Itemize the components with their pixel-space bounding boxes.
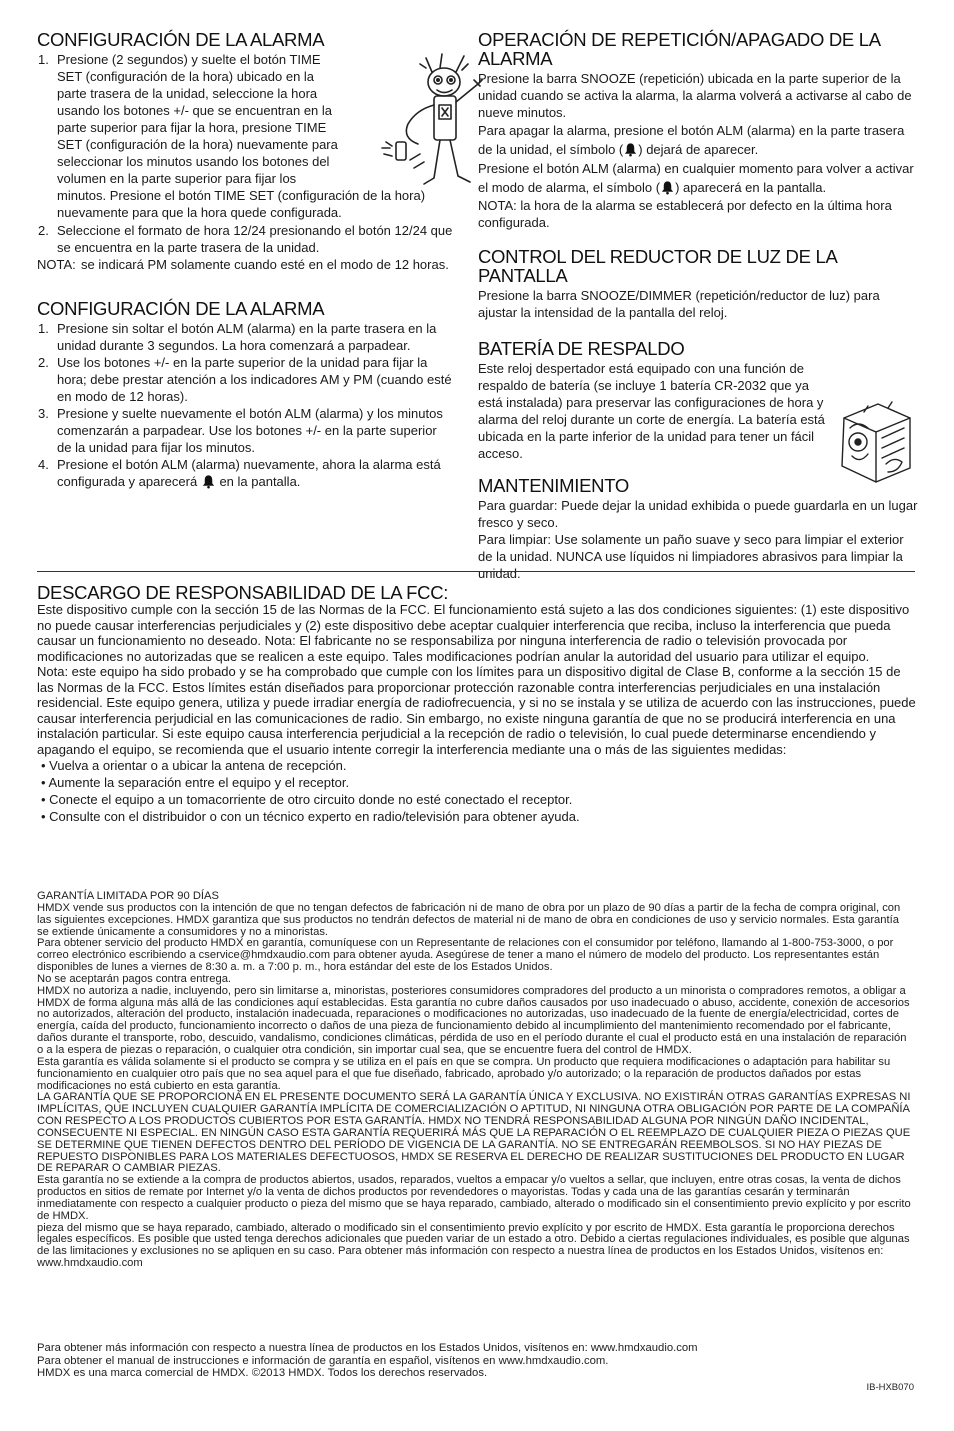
list-item: • Vuelva a orientar o a ubicar la antena de recepción.: [41, 758, 347, 773]
document-code: IB-HXB070: [866, 1382, 914, 1393]
alarm-setup-title-1: CONFIGURACIÓN DE LA ALARMA: [37, 29, 325, 50]
fcc-p1: Este dispositivo cumple con la sección 15 de las Normas de la FCC. El funcionamiento está sujeto a las dos condiciones siguientes: (1) este dispositivo no puede causar interferencias perjudiciales y (2) este dispositivo debe aceptar cualquier interferencia que reciba, incluso la interferencia que pueda causar un funcionamiento no deseado. Nota: El fabricante no se responsabiliza por ninguna interferencia de radio o televisión provocada por modificaciones no autorizadas que se realicen a este equipo. Tales modificaciones podrían anular la autoridad del usuario para utilizar el equipo.: [37, 602, 910, 664]
maintenance-title: MANTENIMIENTO: [478, 475, 629, 496]
list-item: 2. Seleccione el formato de hora 12/24 presionando el botón 12/24 que se encuentra en la parte trasera de la unidad.: [38, 223, 453, 255]
step-text: Presione (2 segundos) y suelte el botón TIME SET (configuración de la hora) ubicado en la parte trasera de la unidad, seleccione la hora usando los botones +/- que se encuentran en la parte superior para fijar la hora, presione TIME SET (configuración de la hora) nuevamente para seleccionar los minutos usando los botones del volumen en la parte superior para fijar los minutos. Presione el botón TIME SET (configuración de la hora) nuevamente para que la hora quede configurada.: [57, 52, 426, 220]
section-divider: [37, 571, 915, 572]
step-text: Presione y suelte nuevamente el botón ALM (alarma) y los minutos comenzarán a parpadear. Use los botones +/- en la parte superior de la unidad para fijar los minutos.: [57, 406, 443, 455]
warranty-paragraph: Esta garantía es válida solamente si el producto se compra y se utiliza en el país en que se compra. Un producto que requiera modificaciones o adaptación para habilitar su funcionamiento en cualquier otro país que no sea aquel para el que fue diseñado, fabricado, aprobado y/o autorizado; o la reparación de productos dañados por estas modificaciones no está cubierto en esta garantía.: [37, 1055, 891, 1092]
warranty-paragraph: No se aceptarán pagos contra entrega.: [37, 972, 232, 985]
footer-line: HMDX es una marca comercial de HMDX. ©2013 HMDX. Todos los derechos reservados.: [37, 1367, 488, 1380]
snooze-p1: Presione la barra SNOOZE (repetición) ubicada en la parte superior de la unidad cuando se activa la alarma, la alarma volverá a activarse al cabo de nueve minutos.: [478, 71, 912, 120]
bell-icon: [623, 142, 638, 157]
warranty-title: GARANTÍA LIMITADA POR 90 DÍAS: [37, 890, 219, 902]
list-item: 3. Presione y suelte nuevamente el botón ALM (alarma) y los minutos comenzarán a parpadear. Use los botones +/- en la parte superior de la unidad para fijar los minutos.: [38, 406, 443, 455]
dimmer-p1: Presione la barra SNOOZE/DIMMER (repetición/reductor de luz) para ajustar la intensidad de la pantalla del reloj.: [478, 288, 880, 320]
alarm-setup-title-2: CONFIGURACIÓN DE LA ALARMA: [37, 298, 325, 319]
warranty-paragraph: Para obtener servicio del producto HMDX en garantía, comuníquese con un Representante de relaciones con el consumidor por teléfono, llamando al 1-800-753-3000, o por correo electrónico escribiendo a cservice@hmdxaudio.com para obtener ayuda. Asegúrese de tener a mano el número de modelo del producto. Los representantes están disponibles de lunes a viernes de 8:30 a. m. a 7:00 p. m., hora estándar del este de los Estados Unidos.: [37, 937, 894, 974]
step-text: Presione el botón ALM (alarma) nuevamente, ahora la alarma está configurada y aparecerá: [57, 457, 441, 489]
dimmer-title: CONTROL DEL REDUCTOR DE LUZ DE LA PANTALLA: [478, 246, 837, 286]
list-item: 2. Use los botones +/- en la parte superior de la unidad para fijar la hora; debe prestar atención a los indicadores AM y PM (cuando esté en modo de 12 horas).: [38, 355, 452, 404]
battery-title: BATERÍA DE RESPALDO: [478, 338, 685, 359]
fcc-disclaimer: [37, 583, 917, 825]
robot-clock-illustration: [374, 50, 486, 200]
list-item: 1. Presione sin soltar el botón ALM (alarma) en la parte trasera en la unidad durante 3 segundos. La hora comenzará a parpadear.: [38, 321, 437, 353]
fcc-title: DESCARGO DE RESPONSABILIDAD DE LA FCC:: [37, 582, 449, 603]
left-column: [37, 30, 454, 490]
step-text-end: en la pantalla.: [219, 474, 301, 489]
footer-line: Para obtener el manual de instrucciones e información de garantía en español, visítenos en www.hmdxaudio.com.: [37, 1354, 609, 1367]
bell-icon: [660, 180, 675, 195]
limited-warranty: [37, 891, 913, 1270]
snooze-note: NOTA: la hora de la alarma se establecerá por defecto en la última hora configurada.: [478, 198, 892, 230]
step-text: Presione sin soltar el botón ALM (alarma) en la parte trasera en la unidad durante 3 segundos. La hora comenzará a parpadear.: [57, 321, 437, 353]
maintenance-p2: Para limpiar: Use solamente un paño suave y seco para limpiar el exterior de la unidad. NUNCA use líquidos ni limpiadores abrasivos para limpiar la unidad.: [478, 532, 904, 581]
right-column: [478, 30, 920, 582]
bell-icon: [201, 474, 216, 489]
footer-line: Para obtener más información con respecto a nuestra línea de productos en los Estados Unidos, visítenos en: www.hmdxaudio.com: [37, 1342, 698, 1354]
alarm-setup-steps-2: [37, 320, 454, 490]
warranty-paragraph: HMDX no autoriza a nadie, incluyendo, pero sin limitarse a, minoristas, posteriores consumidores compradores del producto a un minorista o compradores remotos, a obligar a HMDX de forma alguna más allá de las condiciones aquí establecidas. Esta garantía no cubre daños causados por uso inadecuado o abuso, accidente, conexión de accesorios no autorizados, alteración del producto, instalación inadecuada, reparaciones o modificaciones no autorizadas, uso inadecuado de la fuente de energía/electricidad, cortes de energía, caída del producto, funcionamiento incorrecto o daños de una pieza de funcionamiento debido al incumplimiento del mantenimiento recomendado por el fabricante, daños durante el transporte, robo, descuido, vandalismo, condiciones climáticas, pérdida de uso en el período durante el cual el producto está en una instalación de reparación o a la espera de piezas o reparación, o cualquier otra condición, sin importar cual sea, que se encuentre fuera del control de HMDX.: [37, 984, 910, 1056]
step-text: Use los botones +/- en la parte superior de la unidad para fijar la hora; debe prestar atención a los indicadores AM y PM (cuando esté en modo de 12 horas).: [57, 355, 452, 404]
footer: [37, 1342, 913, 1380]
maintenance-p1: Para guardar: Puede dejar la unidad exhibida o puede guardarla en un lugar fresco y seco.: [478, 498, 918, 530]
warranty-paragraph: Esta garantía no se extiende a la compra de productos abiertos, usados, reparados, vueltos a empacar y/o vueltos a sellar, que incluyen, entre otras cosas, la venta de dichos productos en sitios de remate por Internet y/o la venta de dichos productos por revendedores o mayoristas. Todas y cada una de las garantías cesarán y terminarán inmediatamente con respecto a cualquier producto o pieza del mismo que se haya reparado, cambiado, alterado o modificado sin el consentimiento previo explícito y por escrito de HMDX.: [37, 1174, 911, 1222]
snooze-p2: Para apagar la alarma, presione el botón ALM (alarma) en la parte trasera de la unidad, el símbolo ( ) dejará de aparecer.: [478, 123, 905, 157]
list-item: • Consulte con el distribuidor o con un técnico experto en radio/televisión para obtener ayuda.: [41, 809, 580, 824]
warranty-paragraph: pieza del mismo que se haya reparado, cambiado, alterado o modificado sin el consentimiento previo explícito y por escrito de HMDX. Esta garantía le proporciona derechos legales específicos. Es posible que usted tenga derechos adicionales que pueden variar de un estado a otro. Debido a ciertas regulaciones individuales, es posible que algunas de las limitaciones y exclusiones no se apliquen en su caso. Para obtener más información con respecto a nuestra línea de productos en los Estados Unidos, visítenos en: www.hmdxaudio.com: [37, 1221, 910, 1270]
clock-character-illustration: [838, 398, 914, 485]
step-text: Seleccione el formato de hora 12/24 presionando el botón 12/24 que se encuentra en la parte trasera de la unidad.: [57, 223, 453, 255]
list-item: • Aumente la separación entre el equipo y el receptor.: [41, 775, 350, 790]
warranty-paragraph: HMDX vende sus productos con la intención de que no tengan defectos de fabricación ni de mano de obra por un plazo de 90 días a partir de la fecha de compra original, con las siguientes excepciones. HMDX garantiza que sus productos no tendrán defectos de material ni de mano de obra en condiciones de uso y servicio normales. Esta garantía se extiende únicamente a consumidores y no a minoristas.: [37, 901, 901, 938]
note: NOTA: se indicará PM solamente cuando esté en el modo de 12 horas.: [37, 257, 449, 272]
snooze-title: OPERACIÓN DE REPETICIÓN/APAGADO DE LA ALARMA: [478, 29, 880, 69]
battery-p1: Este reloj despertador está equipado con una función de respaldo de batería (se incluye 1 batería CR-2032 que ya está instalada) para preservar las configuraciones de hora y alarma del reloj durante un corte de energía. La batería está ubicada en la parte inferior de la unidad para tener un fácil acceso.: [478, 361, 825, 461]
list-item: • Conecte el equipo a un tomacorriente de otro circuito donde no esté conectado el receptor.: [41, 792, 573, 807]
list-item: 4. Presione el botón ALM (alarma) nuevamente, ahora la alarma está configurada y aparecerá en la pantalla.: [38, 457, 441, 489]
fcc-p2: Nota: este equipo ha sido probado y se ha comprobado que cumple con los límites para un dispositivo digital de Clase B, conforme a la sección 15 de las Normas de la FCC. Estos límites están diseñados para proporcionar protección razonable contra interferencias perjudiciales en una instalación residencial. Este equipo genera, utiliza y puede irradiar energía de radiofrecuencia, y si no se instala y se utiliza de acuerdo con las instrucciones, puede causar interferencia perjudicial en las comunicaciones de radio. Sin embargo, no existe ninguna garantía de que no se producirá interferencia en una instalación particular. Si este equipo causa interferencia perjudicial a la recepción de radio o televisión, lo cual puede determinarse encendiendo y apagando el equipo, se recomienda que el usuario intente corregir la interferencia mediante una o más de las siguientes medidas:: [37, 664, 916, 757]
list-item: 1. Presione (2 segundos) y suelte el botón TIME SET (configuración de la hora) ubicado en la parte trasera de la unidad, seleccione la hora usando los botones +/- que se encuentran en la parte superior para fijar la hora, presione TIME SET (configuración de la hora) nuevamente para seleccionar los minutos usando los botones del volumen en la parte superior para fijar los minutos. Presione el botón TIME SET (configuración de la hora) nuevamente para que la hora quede configurada.: [37, 51, 454, 221]
snooze-p3: Presione el botón ALM (alarma) en cualquier momento para volver a activar el modo de alarma, el símbolo ( ) aparecerá en la pantalla.: [478, 161, 914, 195]
warranty-paragraph: LA GARANTÍA QUE SE PROPORCIONA EN EL PRESENTE DOCUMENTO SERÁ LA GARANTÍA ÚNICA Y EXCLUSIVA. NO EXISTIRÁN OTRAS GARANTÍAS EXPRESAS NI IMPLÍCITAS, QUE INCLUYEN CUALQUIER GARANTÍA IMPLÍCITA DE COMERCIALIZACIÓN O APTITUD, NI NINGUNA OTRA OBLIGACIÓN POR PARTE DE LA COMPAÑÍA CON RESPECTO A LOS PRODUCTOS CUBIERTOS POR ESTA GARANTÍA. HMDX NO TENDRÁ RESPONSABILIDAD ALGUNA POR NINGÚN DAÑO INCIDENTAL, CONSECUENTE NI ESPECIAL. EN NINGÚN CASO ESTA GARANTÍA REQUERIRÁ MÁS QUE LA REPARACIÓN O EL REEMPLAZO DE CUALQUIER PIEZA O PIEZAS QUE SE DETERMINE QUE TIENEN DEFECTOS DENTRO DEL PERÍODO DE VIGENCIA DE LA GARANTÍA. NO SE ENTREGARÁN REEMBOLSOS. SI NO HAY PIEZAS DE REPUESTO DISPONIBLES PARA LOS MATERIALES DEFECTUOSOS, HMDX SE RESERVA EL DERECHO DE REALIZAR SUSTITUCIONES DEL PRODUCTO EN LUGAR DE REPARAR O CAMBIAR PIEZAS.: [37, 1091, 911, 1175]
